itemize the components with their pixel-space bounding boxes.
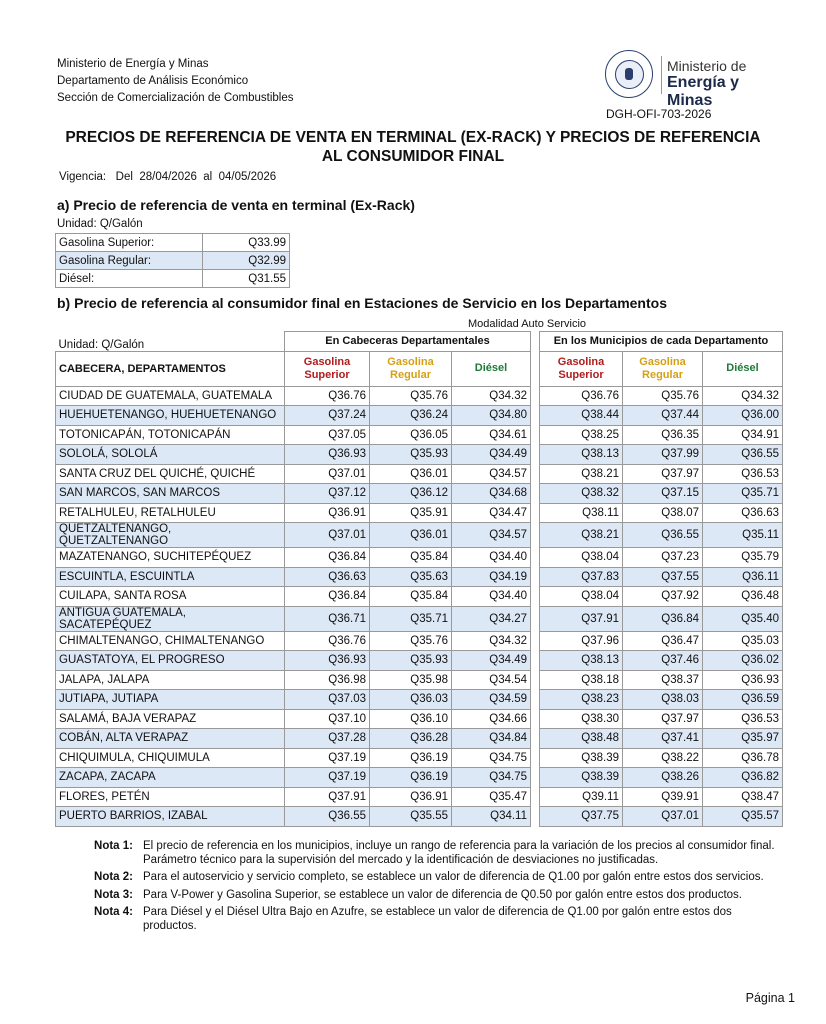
price-cell-cd: Q34.32 — [452, 386, 531, 406]
price-cell-mr: Q36.35 — [623, 425, 703, 445]
price-cell-mr: Q36.55 — [623, 523, 703, 548]
price-cell-cd: Q34.66 — [452, 709, 531, 729]
group-municipios: En los Municipios de cada Departamento — [540, 332, 783, 352]
price-cell-mr: Q39.91 — [623, 787, 703, 807]
col-header-superior: Gasolina Superior — [285, 351, 370, 386]
price-cell-md: Q35.97 — [703, 729, 783, 749]
price-cell-md: Q36.02 — [703, 651, 783, 671]
price-cell-ms: Q38.44 — [540, 406, 623, 426]
note-3: Nota 3: Para V-Power y Gasolina Superior, se establece un valor de diferencia de Q0.50 por galón entre estos dos productos. — [94, 888, 742, 901]
price-cell-cr: Q35.76 — [370, 386, 452, 406]
ministry-name: Ministerio de Energía y Minas — [57, 58, 209, 70]
price-cell-mr: Q37.41 — [623, 729, 703, 749]
price-cell-md: Q36.55 — [703, 445, 783, 465]
price-cell-cr: Q35.84 — [370, 587, 452, 607]
price-cell-md: Q36.78 — [703, 748, 783, 768]
price-cell-mr: Q37.97 — [623, 709, 703, 729]
col-header-diesel: Diésel — [452, 351, 531, 386]
price-cell-cs: Q37.19 — [285, 768, 370, 788]
price-cell-md: Q35.11 — [703, 523, 783, 548]
department-name: ESCUINTLA, ESCUINTLA — [56, 567, 285, 587]
price-cell-cr: Q36.12 — [370, 484, 452, 504]
price-cell-ms: Q38.13 — [540, 445, 623, 465]
price-cell-cd: Q34.54 — [452, 670, 531, 690]
price-cell-cs: Q37.03 — [285, 690, 370, 710]
price-cell-md: Q36.48 — [703, 587, 783, 607]
department-name: SANTA CRUZ DEL QUICHÉ, QUICHÉ — [56, 464, 285, 484]
price-cell-md: Q35.03 — [703, 631, 783, 651]
price-cell-cd: Q34.11 — [452, 807, 531, 827]
price-cell-cr: Q36.28 — [370, 729, 452, 749]
price-cell-cd: Q34.75 — [452, 748, 531, 768]
department-name: GUASTATOYA, EL PROGRESO — [56, 651, 285, 671]
price-cell-cr: Q36.01 — [370, 523, 452, 548]
price-cell-cs: Q36.84 — [285, 587, 370, 607]
modalidad-label: Modalidad Auto Servicio — [468, 318, 587, 330]
price-cell-cs: Q37.12 — [285, 484, 370, 504]
price-cell-mr: Q37.97 — [623, 464, 703, 484]
price-cell-cr: Q35.71 — [370, 606, 452, 631]
price-cell-md: Q34.91 — [703, 425, 783, 445]
price-cell-md: Q35.40 — [703, 606, 783, 631]
price-cell-cr: Q36.10 — [370, 709, 452, 729]
price-cell-cd: Q34.47 — [452, 503, 531, 523]
coat-of-arms-icon — [605, 50, 653, 98]
price-cell-cr: Q35.76 — [370, 631, 452, 651]
price-cell-cd: Q34.61 — [452, 425, 531, 445]
price-cell-cs: Q37.24 — [285, 406, 370, 426]
unit-label: Unidad: Q/Galón — [58, 338, 145, 351]
department-name: Departamento de Análisis Económico — [57, 75, 249, 87]
table-row — [56, 748, 783, 768]
prices-table — [55, 331, 783, 827]
price-cell-md: Q34.32 — [703, 386, 783, 406]
table-row — [56, 690, 783, 710]
price-cell-cr: Q36.19 — [370, 748, 452, 768]
price-cell-cr: Q36.91 — [370, 787, 452, 807]
table-row — [56, 523, 783, 548]
price-cell-cd: Q34.59 — [452, 690, 531, 710]
group-cabeceras: En Cabeceras Departamentales — [285, 332, 531, 352]
price-cell-md: Q36.82 — [703, 768, 783, 788]
price-cell-cs: Q36.55 — [285, 807, 370, 827]
table-row — [56, 670, 783, 690]
price-cell-cs: Q37.28 — [285, 729, 370, 749]
department-name: HUEHUETENANGO, HUEHUETENANGO — [56, 406, 285, 426]
price-cell-ms: Q38.04 — [540, 548, 623, 568]
header-block — [57, 56, 294, 107]
price-cell-cd: Q34.49 — [452, 651, 531, 671]
price-cell-md: Q36.63 — [703, 503, 783, 523]
price-cell-mr: Q36.47 — [623, 631, 703, 651]
price-cell-cs: Q36.91 — [285, 503, 370, 523]
price-cell-md: Q36.93 — [703, 670, 783, 690]
price-cell-cs: Q36.63 — [285, 567, 370, 587]
price-cell-mr: Q37.46 — [623, 651, 703, 671]
price-cell-ms: Q38.25 — [540, 425, 623, 445]
price-cell-mr: Q37.01 — [623, 807, 703, 827]
price-cell-ms: Q38.18 — [540, 670, 623, 690]
price-cell-md: Q36.53 — [703, 464, 783, 484]
price-cell-mr: Q38.22 — [623, 748, 703, 768]
table-row — [56, 587, 783, 607]
table-row — [56, 484, 783, 504]
table-row — [56, 807, 783, 827]
exrack-row: Gasolina Superior: Q33.99 — [56, 234, 290, 252]
price-cell-ms: Q38.39 — [540, 748, 623, 768]
price-cell-ms: Q38.32 — [540, 484, 623, 504]
price-cell-md: Q35.71 — [703, 484, 783, 504]
price-cell-cs: Q36.93 — [285, 651, 370, 671]
price-cell-md: Q36.00 — [703, 406, 783, 426]
price-cell-cs: Q36.76 — [285, 631, 370, 651]
price-cell-mr: Q35.76 — [623, 386, 703, 406]
department-name: SOLOLÁ, SOLOLÁ — [56, 445, 285, 465]
price-cell-cd: Q34.68 — [452, 484, 531, 504]
department-name: JALAPA, JALAPA — [56, 670, 285, 690]
price-cell-cs: Q36.71 — [285, 606, 370, 631]
price-cell-cs: Q36.98 — [285, 670, 370, 690]
department-name: ANTIGUA GUATEMALA, SACATEPÉQUEZ — [56, 606, 285, 631]
col-header-departamento: CABECERA, DEPARTAMENTOS — [56, 351, 285, 386]
price-cell-cr: Q36.19 — [370, 768, 452, 788]
page-title: PRECIOS DE REFERENCIA DE VENTA EN TERMINAL (EX-RACK) Y PRECIOS DE REFERENCIA AL CONSUMIDOR FINAL — [65, 129, 761, 165]
price-cell-cd: Q34.27 — [452, 606, 531, 631]
price-cell-cd: Q34.80 — [452, 406, 531, 426]
price-cell-cr: Q35.84 — [370, 548, 452, 568]
price-cell-cs: Q36.76 — [285, 386, 370, 406]
ministry-logo — [605, 50, 785, 109]
price-cell-cr: Q36.03 — [370, 690, 452, 710]
price-cell-cr: Q35.98 — [370, 670, 452, 690]
department-name: RETALHULEU, RETALHULEU — [56, 503, 285, 523]
exrack-row: Gasolina Regular: Q32.99 — [56, 252, 290, 270]
department-name: CUILAPA, SANTA ROSA — [56, 587, 285, 607]
price-cell-mr: Q38.26 — [623, 768, 703, 788]
price-cell-ms: Q38.04 — [540, 587, 623, 607]
col-header-regular: Gasolina Regular — [370, 351, 452, 386]
price-cell-ms: Q38.23 — [540, 690, 623, 710]
price-cell-md: Q36.11 — [703, 567, 783, 587]
price-cell-ms: Q37.75 — [540, 807, 623, 827]
price-cell-cd: Q34.49 — [452, 445, 531, 465]
price-cell-cd: Q34.57 — [452, 523, 531, 548]
table-row — [56, 425, 783, 445]
department-name: TOTONICAPÁN, TOTONICAPÁN — [56, 425, 285, 445]
note-1: Nota 1: El precio de referencia en los municipios, incluye un rango de referencia para la variación de los precios al consumidor final. Parámetro técnico para la supervisión del mercado y la identificación de desviaciones no justificadas. — [94, 840, 775, 866]
price-cell-cs: Q36.84 — [285, 548, 370, 568]
price-cell-mr: Q37.92 — [623, 587, 703, 607]
department-name: COBÁN, ALTA VERAPAZ — [56, 729, 285, 749]
price-cell-mr: Q36.84 — [623, 606, 703, 631]
table-row — [56, 406, 783, 426]
price-cell-ms: Q37.83 — [540, 567, 623, 587]
section-a-title: a) Precio de referencia de venta en terminal (Ex-Rack) — [57, 197, 415, 213]
price-cell-cr: Q35.91 — [370, 503, 452, 523]
table-row — [56, 651, 783, 671]
vigencia: Vigencia: Del 28/04/2026 al 04/05/2026 — [59, 171, 277, 183]
price-cell-ms: Q37.96 — [540, 631, 623, 651]
table-row — [56, 768, 783, 788]
price-cell-md: Q35.57 — [703, 807, 783, 827]
price-cell-md: Q36.59 — [703, 690, 783, 710]
exrack-table — [55, 233, 290, 288]
price-cell-md: Q35.79 — [703, 548, 783, 568]
table-row — [56, 787, 783, 807]
table-row — [56, 606, 783, 631]
price-cell-ms: Q38.48 — [540, 729, 623, 749]
price-cell-cr: Q36.01 — [370, 464, 452, 484]
price-cell-md: Q38.47 — [703, 787, 783, 807]
price-cell-mr: Q38.07 — [623, 503, 703, 523]
department-name: FLORES, PETÉN — [56, 787, 285, 807]
price-cell-ms: Q38.39 — [540, 768, 623, 788]
department-name: CIUDAD DE GUATEMALA, GUATEMALA — [56, 386, 285, 406]
table-row — [56, 729, 783, 749]
section-a-unit: Unidad: Q/Galón — [57, 218, 143, 230]
price-cell-cd: Q34.84 — [452, 729, 531, 749]
price-cell-ms: Q36.76 — [540, 386, 623, 406]
note-4: Nota 4: Para Diésel y el Diésel Ultra Bajo en Azufre, se establece un valor de diferencia de Q1.00 por galón entre estos dos productos. — [94, 906, 732, 932]
price-cell-cs: Q37.01 — [285, 464, 370, 484]
price-cell-cd: Q34.19 — [452, 567, 531, 587]
price-cell-cr: Q36.05 — [370, 425, 452, 445]
price-cell-ms: Q38.21 — [540, 464, 623, 484]
price-cell-ms: Q39.11 — [540, 787, 623, 807]
page-number: Página 1 — [745, 991, 795, 1005]
price-cell-cr: Q35.63 — [370, 567, 452, 587]
col-header-superior-mun: Gasolina Superior — [540, 351, 623, 386]
department-name: SAN MARCOS, SAN MARCOS — [56, 484, 285, 504]
exrack-row: Diésel: Q31.55 — [56, 270, 290, 288]
price-cell-cr: Q36.24 — [370, 406, 452, 426]
col-header-diesel-mun: Diésel — [703, 351, 783, 386]
department-name: CHIMALTENANGO, CHIMALTENANGO — [56, 631, 285, 651]
logo-text-line1: Ministerio de — [667, 58, 747, 74]
price-cell-mr: Q37.23 — [623, 548, 703, 568]
table-row — [56, 631, 783, 651]
price-cell-cd: Q34.40 — [452, 548, 531, 568]
price-cell-mr: Q37.99 — [623, 445, 703, 465]
table-row — [56, 445, 783, 465]
note-2: Nota 2: Para el autoservicio y servicio completo, se establece un valor de diferencia de Q1.00 por galón entre estos dos servicios. — [94, 871, 764, 883]
price-cell-cs: Q37.01 — [285, 523, 370, 548]
price-cell-cs: Q36.93 — [285, 445, 370, 465]
price-cell-cs: Q37.10 — [285, 709, 370, 729]
price-cell-mr: Q37.44 — [623, 406, 703, 426]
table-row — [56, 503, 783, 523]
price-cell-ms: Q38.30 — [540, 709, 623, 729]
table-row — [56, 548, 783, 568]
department-name: SALAMÁ, BAJA VERAPAZ — [56, 709, 285, 729]
price-cell-mr: Q38.03 — [623, 690, 703, 710]
price-cell-ms: Q38.13 — [540, 651, 623, 671]
logo-text-line2: Energía y Minas — [667, 74, 740, 109]
table-row — [56, 709, 783, 729]
price-cell-cd: Q34.32 — [452, 631, 531, 651]
price-cell-ms: Q38.21 — [540, 523, 623, 548]
price-cell-mr: Q37.55 — [623, 567, 703, 587]
price-cell-cr: Q35.55 — [370, 807, 452, 827]
department-name: MAZATENANGO, SUCHITEPÉQUEZ — [56, 548, 285, 568]
price-cell-cs: Q37.05 — [285, 425, 370, 445]
department-name: PUERTO BARRIOS, IZABAL — [56, 807, 285, 827]
section-b-title: b) Precio de referencia al consumidor final en Estaciones de Servicio en los Departamentos — [57, 295, 667, 311]
department-name: JUTIAPA, JUTIAPA — [56, 690, 285, 710]
price-cell-cr: Q35.93 — [370, 445, 452, 465]
department-name: ZACAPA, ZACAPA — [56, 768, 285, 788]
price-cell-ms: Q37.91 — [540, 606, 623, 631]
table-row — [56, 386, 783, 406]
table-row — [56, 464, 783, 484]
document-number: DGH-OFI-703-2026 — [606, 107, 712, 121]
price-cell-ms: Q38.11 — [540, 503, 623, 523]
table-row — [56, 567, 783, 587]
price-cell-cd: Q35.47 — [452, 787, 531, 807]
section-name: Sección de Comercialización de Combustibles — [57, 92, 294, 104]
price-cell-cr: Q35.93 — [370, 651, 452, 671]
price-cell-cd: Q34.75 — [452, 768, 531, 788]
notes-block — [60, 840, 780, 937]
department-name: QUETZALTENANGO, QUETZALTENANGO — [56, 523, 285, 548]
price-cell-mr: Q37.15 — [623, 484, 703, 504]
price-cell-md: Q36.53 — [703, 709, 783, 729]
price-cell-cs: Q37.19 — [285, 748, 370, 768]
col-header-regular-mun: Gasolina Regular — [623, 351, 703, 386]
price-cell-cd: Q34.57 — [452, 464, 531, 484]
price-cell-cs: Q37.91 — [285, 787, 370, 807]
price-cell-cd: Q34.40 — [452, 587, 531, 607]
department-name: CHIQUIMULA, CHIQUIMULA — [56, 748, 285, 768]
price-cell-mr: Q38.37 — [623, 670, 703, 690]
